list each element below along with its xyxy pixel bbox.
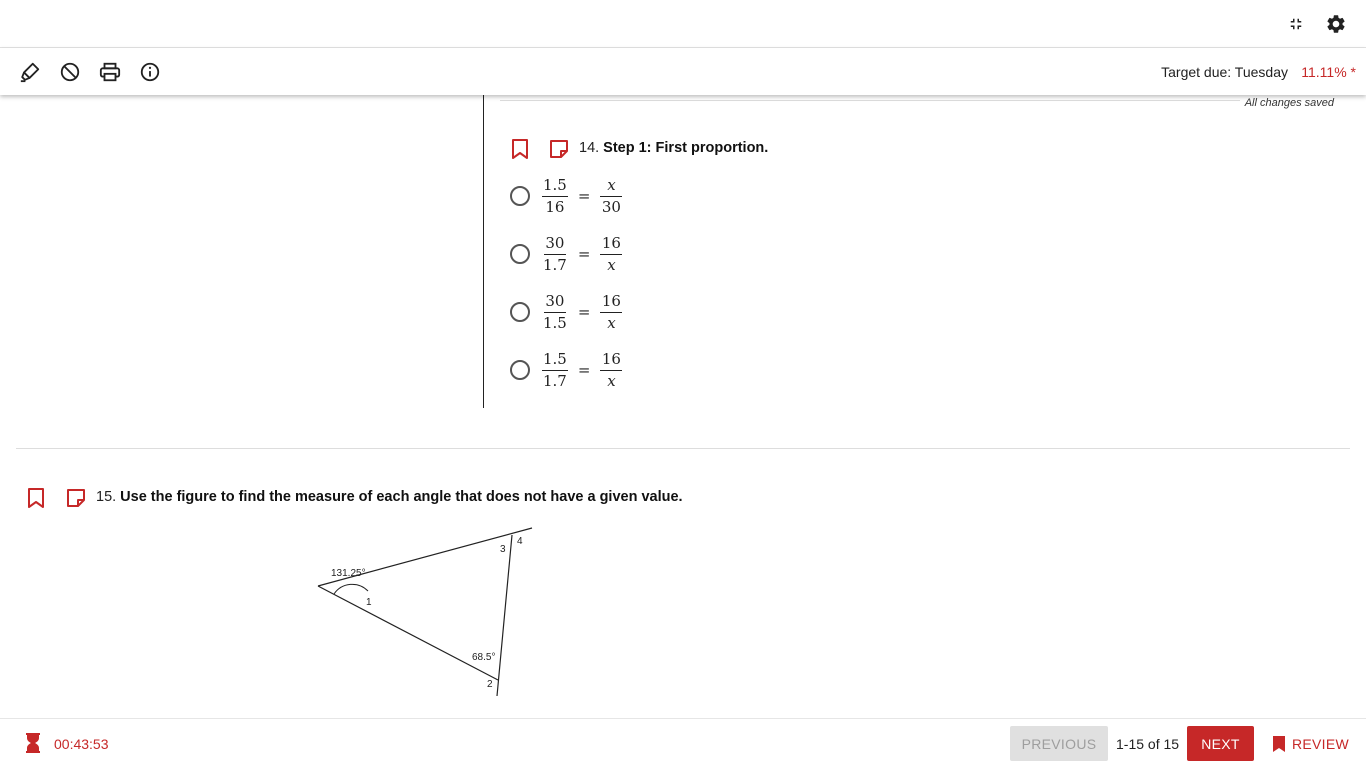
block-icon[interactable] [58, 60, 82, 84]
denominator: 16 [545, 197, 565, 216]
numerator: 16 [600, 351, 622, 371]
note-icon[interactable] [65, 487, 87, 509]
bottom-bar [0, 718, 1366, 768]
answer-option-b[interactable] [510, 231, 624, 277]
denominator: x [607, 313, 616, 332]
answer-option-a[interactable] [510, 173, 624, 219]
hourglass-icon [24, 732, 42, 759]
denominator: 30 [601, 197, 621, 216]
angle-3-label: 3 [500, 544, 506, 555]
exit-fullscreen-icon[interactable] [1284, 12, 1308, 36]
bookmark-icon[interactable] [25, 487, 47, 509]
highlighter-icon[interactable] [18, 60, 42, 84]
proportion-equation [540, 177, 624, 216]
numerator: 30 [544, 235, 566, 255]
radio-button[interactable] [510, 244, 530, 264]
gear-icon[interactable] [1324, 12, 1348, 36]
proportion-equation [540, 293, 624, 332]
equals-sign: = [577, 187, 591, 205]
numerator: 16 [600, 293, 622, 313]
top-bar [0, 0, 1366, 48]
equals-sign: = [577, 361, 591, 379]
note-icon[interactable] [548, 138, 570, 160]
question-text: Use the figure to find the measure of each angle that does not have a given value. [120, 489, 683, 505]
triangle-diagram [310, 525, 550, 700]
exterior-angle-label: 131.25° [331, 568, 366, 579]
numerator: 1.5 [542, 177, 568, 197]
radio-button[interactable] [510, 302, 530, 322]
denominator: x [607, 255, 616, 274]
review-button[interactable] [1272, 726, 1349, 761]
passage-divider [483, 95, 484, 408]
question-number: 14. [579, 140, 600, 156]
triangle-figure [310, 525, 550, 705]
proportion-equation [540, 351, 624, 390]
equals-sign: = [577, 245, 591, 263]
section-divider [500, 100, 1240, 101]
radio-button[interactable] [510, 186, 530, 206]
previous-button[interactable]: PREVIOUS [1010, 726, 1108, 761]
toolbar [0, 48, 1366, 95]
answer-option-d[interactable] [510, 347, 624, 393]
angle-4-label: 4 [517, 536, 523, 547]
question-text: Step 1: First proportion. [603, 140, 769, 156]
denominator: 1.7 [543, 371, 567, 390]
denominator: 1.7 [543, 255, 567, 274]
numerator: 16 [600, 235, 622, 255]
interior-angle-label: 68.5° [472, 652, 496, 663]
angle-2-label: 2 [487, 679, 493, 690]
question-14-header [579, 140, 768, 156]
answer-option-c[interactable] [510, 289, 624, 335]
numerator: 30 [544, 293, 566, 313]
timer: 00:43:53 [54, 736, 109, 752]
pager: 1-15 of 15 [1116, 736, 1180, 752]
numerator: x [600, 177, 622, 197]
bookmark-icon [1272, 735, 1286, 753]
progress-percent: 11.11% * [1301, 64, 1356, 80]
main-content [0, 95, 1366, 718]
print-icon[interactable] [98, 60, 122, 84]
equals-sign: = [577, 303, 591, 321]
bookmark-icon[interactable] [509, 138, 531, 160]
denominator: x [607, 371, 616, 390]
proportion-equation [540, 235, 624, 274]
next-button[interactable]: NEXT [1187, 726, 1254, 761]
info-icon[interactable] [138, 60, 162, 84]
question-number: 15. [96, 489, 117, 505]
target-due: Target due: Tuesday [1161, 64, 1288, 80]
question-divider [16, 448, 1350, 449]
angle-1-label: 1 [366, 597, 372, 608]
numerator: 1.5 [542, 351, 568, 371]
review-label: REVIEW [1292, 735, 1350, 752]
save-status: All changes saved [1244, 97, 1334, 109]
denominator: 1.5 [543, 313, 567, 332]
radio-button[interactable] [510, 360, 530, 380]
question-15-header [96, 489, 683, 505]
